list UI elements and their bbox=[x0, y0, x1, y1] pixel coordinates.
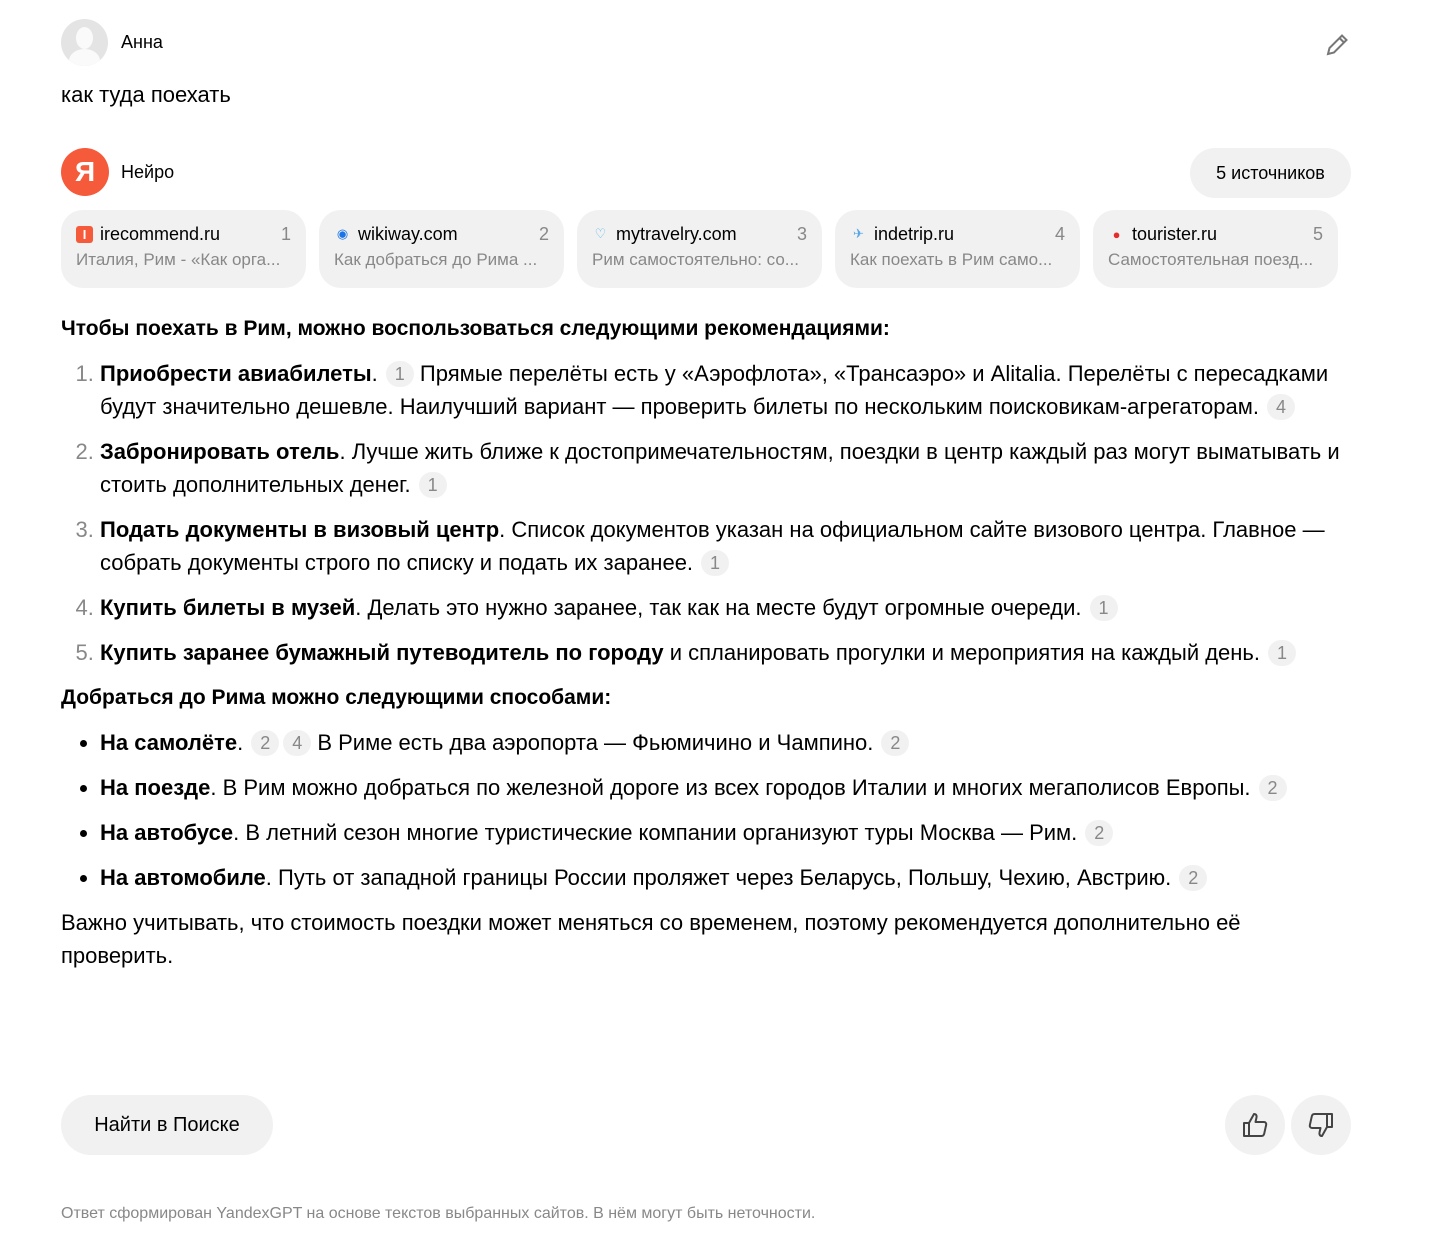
citation-badge[interactable]: 1 bbox=[386, 361, 414, 387]
item-title: Забронировать отель bbox=[100, 439, 340, 464]
source-number: 1 bbox=[280, 223, 291, 244]
source-snippet: Италия, Рим - «Как орга... bbox=[76, 250, 281, 269]
find-in-search-button[interactable]: Найти в Поиске bbox=[61, 1095, 273, 1155]
sources-button[interactable]: 5 источников bbox=[1190, 148, 1351, 198]
source-domain: irecommend.ru bbox=[100, 223, 221, 244]
source-number: 5 bbox=[1312, 223, 1323, 244]
item-title: На автомобиле bbox=[100, 865, 266, 890]
item-title: Подать документы в визовый центр bbox=[100, 517, 500, 542]
item-text: . bbox=[237, 730, 244, 755]
item-text: . Делать это нужно заранее, так как на месте будут огромные очереди. bbox=[355, 595, 1082, 620]
disclaimer: Ответ сформирован YandexGPT на основе текстов выбранных сайтов. В нём могут быть неточности. bbox=[61, 1205, 816, 1222]
list-item bbox=[100, 357, 1351, 423]
list-item bbox=[100, 816, 1351, 849]
item-text: Прямые перелёты есть у «Аэрофлота», «Трансаэро» и Alitalia. Перелёты с пересадками будут значительно дешевле. Наилучший вариант — проверить билеты по нескольким поисковикам-агрегаторам. bbox=[100, 361, 1329, 419]
source-cards bbox=[61, 210, 1338, 288]
citation-badge[interactable]: 1 bbox=[1268, 640, 1296, 666]
balloon-icon: ● bbox=[1112, 226, 1121, 242]
answer-conclusion: Важно учитывать, что стоимость поездки может меняться со временем, поэтому рекомендуется дополнительно её проверить. bbox=[61, 910, 1241, 968]
source-domain: wikiway.com bbox=[358, 223, 458, 244]
source-card[interactable] bbox=[577, 210, 822, 288]
source-snippet: Самостоятельная поезд... bbox=[1108, 250, 1314, 269]
item-title: На самолёте bbox=[100, 730, 238, 755]
list-item bbox=[100, 726, 1351, 759]
user-avatar bbox=[61, 19, 108, 66]
plane-icon: ✈ bbox=[853, 226, 864, 241]
ways-list bbox=[61, 726, 1351, 894]
heart-icon: ♡ bbox=[594, 226, 607, 241]
neiro-logo-icon: Я bbox=[61, 148, 109, 196]
item-text: . В Рим можно добраться по железной дороге из всех городов Италии и многих мегаполисов Европы. bbox=[210, 775, 1251, 800]
source-snippet: Рим самостоятельно: со... bbox=[592, 250, 799, 269]
user-name: Анна bbox=[121, 32, 163, 52]
item-text: В Риме есть два аэропорта — Фьюмичино и Чампино. bbox=[311, 730, 874, 755]
answer bbox=[61, 312, 1351, 972]
thumbs-down-icon bbox=[1306, 1110, 1336, 1140]
citation-badge[interactable]: 4 bbox=[283, 730, 311, 756]
citation-badge[interactable]: 2 bbox=[1085, 820, 1113, 846]
irecommend-icon: I bbox=[76, 226, 93, 243]
source-card[interactable] bbox=[61, 210, 306, 288]
source-domain: tourister.ru bbox=[1132, 223, 1218, 244]
answer-heading-ways: Добраться до Рима можно следующими способами: bbox=[61, 686, 612, 709]
source-card[interactable] bbox=[835, 210, 1080, 288]
list-item bbox=[100, 771, 1351, 804]
source-snippet: Как поехать в Рим само... bbox=[850, 250, 1053, 269]
source-number: 2 bbox=[538, 223, 549, 244]
citation-badge[interactable]: 2 bbox=[1179, 865, 1207, 891]
item-title: На автобусе bbox=[100, 820, 234, 845]
list-item bbox=[100, 861, 1351, 894]
dislike-button[interactable] bbox=[1291, 1095, 1351, 1155]
item-text: . Список документов указан на официальном сайте визового центра. Главное — собрать документы строго по списку и подать их заранее. bbox=[100, 517, 1325, 575]
edit-icon[interactable] bbox=[1323, 31, 1351, 59]
source-domain: indetrip.ru bbox=[874, 223, 955, 244]
assistant-name: Нейро bbox=[121, 162, 175, 182]
answer-heading-recommendations: Чтобы поехать в Рим, можно воспользоваться следующими рекомендациями: bbox=[61, 317, 890, 340]
source-snippet: Как добраться до Рима ... bbox=[334, 250, 538, 269]
steps-list bbox=[61, 357, 1351, 669]
item-title: Купить билеты в музей bbox=[100, 595, 356, 620]
citation-badge[interactable]: 2 bbox=[881, 730, 909, 756]
list-item bbox=[100, 435, 1351, 501]
citation-badge[interactable]: 2 bbox=[251, 730, 279, 756]
globe-icon: ◉ bbox=[336, 226, 349, 241]
like-button[interactable] bbox=[1225, 1095, 1285, 1155]
item-text: и спланировать прогулки и мероприятия на каждый день. bbox=[663, 640, 1261, 665]
item-title: Купить заранее бумажный путеводитель по городу bbox=[100, 640, 664, 665]
citation-badge[interactable]: 1 bbox=[701, 550, 729, 576]
list-item bbox=[100, 513, 1351, 579]
source-domain: mytravelry.com bbox=[616, 223, 737, 244]
citation-badge[interactable]: 1 bbox=[419, 472, 447, 498]
item-text: . Путь от западной границы России проляжет через Беларусь, Польшу, Чехию, Австрию. bbox=[265, 865, 1172, 890]
list-item bbox=[100, 636, 1351, 669]
citation-badge[interactable]: 1 bbox=[1090, 595, 1118, 621]
citation-badge[interactable]: 4 bbox=[1267, 394, 1295, 420]
source-card[interactable] bbox=[319, 210, 564, 288]
thumbs-up-icon bbox=[1240, 1110, 1270, 1140]
item-title: Приобрести авиабилеты bbox=[100, 361, 372, 386]
item-title: На поезде bbox=[100, 775, 211, 800]
source-number: 4 bbox=[1054, 223, 1065, 244]
source-card[interactable] bbox=[1093, 210, 1338, 288]
citation-badge[interactable]: 2 bbox=[1259, 775, 1287, 801]
item-text: . В летний сезон многие туристические компании организуют туры Москва — Рим. bbox=[233, 820, 1078, 845]
list-item bbox=[100, 591, 1351, 624]
source-number: 3 bbox=[796, 223, 807, 244]
item-text: . Лучше жить ближе к достопримечательностям, поездки в центр каждый раз могут выматывать и стоить дополнительных денег. bbox=[100, 439, 1340, 497]
item-text: . bbox=[371, 361, 378, 386]
user-query: как туда поехать bbox=[61, 82, 231, 107]
